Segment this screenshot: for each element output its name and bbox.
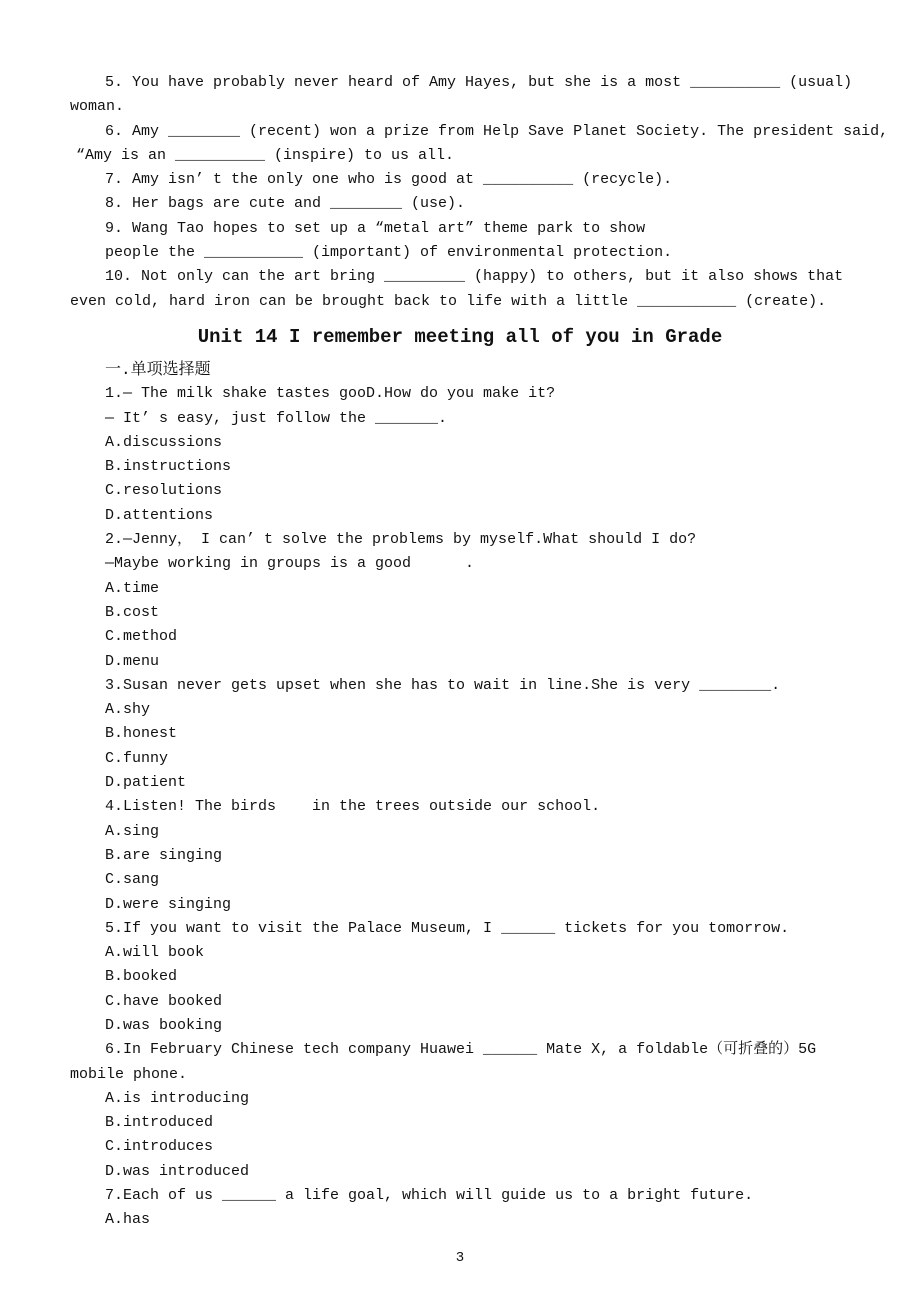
text-line: even cold, hard iron can be brought back to life with a little ___________ (create). [70, 292, 827, 310]
text-line: B.honest [105, 725, 178, 743]
text-line: D.was introduced [105, 1162, 250, 1180]
text-line: A.is introducing [105, 1089, 250, 1107]
text-line: A.time [105, 579, 160, 597]
text-line: A.discussions [105, 433, 223, 451]
text-line: D.were singing [105, 895, 232, 913]
text-line: 3.Susan never gets upset when she has to wait in line.She is very ________. [105, 676, 781, 694]
text-line: C.introduces [105, 1138, 214, 1156]
text-line: mobile phone. [70, 1065, 188, 1083]
text-line: C.sang [105, 871, 160, 889]
text-line: A.has [105, 1211, 151, 1229]
text-line: B.booked [105, 968, 178, 986]
text-line: B.introduced [105, 1114, 214, 1132]
text-line: 2.—Jenny， I can’ t solve the problems by myself.What should I do? [105, 531, 697, 549]
text-line: 6.In February Chinese tech company Huawei ______ Mate X, a foldable（可折叠的）5G [105, 1041, 817, 1059]
text-line: “Amy is an __________ (inspire) to us all. [76, 146, 455, 164]
text-line: A.shy [105, 701, 151, 719]
text-line: C.funny [105, 749, 169, 767]
text-line: C.method [105, 628, 178, 646]
text-line: woman. [70, 98, 125, 116]
unit-title: Unit 14 I remember meeting all of you in Grade [197, 325, 723, 348]
text-line: 10. Not only can the art bring _________ (happy) to others, but it also shows that [105, 268, 844, 286]
text-line: C.resolutions [105, 482, 223, 500]
text-line: 1.— The milk shake tastes gooD.How do you make it? [105, 385, 556, 403]
text-line: —Maybe working in groups is a good . [105, 555, 475, 573]
text-line: A.will book [105, 944, 205, 962]
text-line: 7. Amy isn’ t the only one who is good at __________ (recycle). [105, 171, 673, 189]
text-line: people the ___________ (important) of environmental protection. [105, 244, 673, 262]
fill-in-blanks-section [0, 71, 920, 314]
section-heading: 一.单项选择题 [105, 360, 211, 379]
page-number: 3 [455, 1249, 465, 1266]
text-line: A.sing [105, 822, 160, 840]
text-line: 5. You have probably never heard of Amy Hayes, but she is a most __________ (usual) [105, 74, 853, 91]
text-line: 5.If you want to visit the Palace Museum, I ______ tickets for you tomorrow. [105, 919, 790, 937]
text-line: B.cost [105, 603, 160, 621]
text-line: 7.Each of us ______ a life goal, which will guide us to a bright future. [105, 1187, 754, 1205]
text-line: D.was booking [105, 1016, 223, 1034]
text-line: 9. Wang Tao hopes to set up a “metal art” theme park to show [105, 219, 646, 237]
text-line: 6. Amy ________ (recent) won a prize from Help Save Planet Society. The president said, [105, 122, 889, 140]
text-line: B.instructions [105, 458, 232, 476]
text-line: — It’ s easy, just follow the _______. [105, 409, 448, 427]
text-line: C.have booked [105, 992, 223, 1010]
text-line: B.are singing [105, 846, 223, 864]
text-line: 8. Her bags are cute and ________ (use). [105, 195, 466, 213]
multiple-choice-section [0, 382, 920, 1232]
text-line: D.menu [105, 652, 160, 670]
text-line: D.patient [105, 774, 187, 792]
text-line: 4.Listen! The birds in the trees outside our school. [105, 798, 601, 816]
text-line: D.attentions [105, 506, 214, 524]
